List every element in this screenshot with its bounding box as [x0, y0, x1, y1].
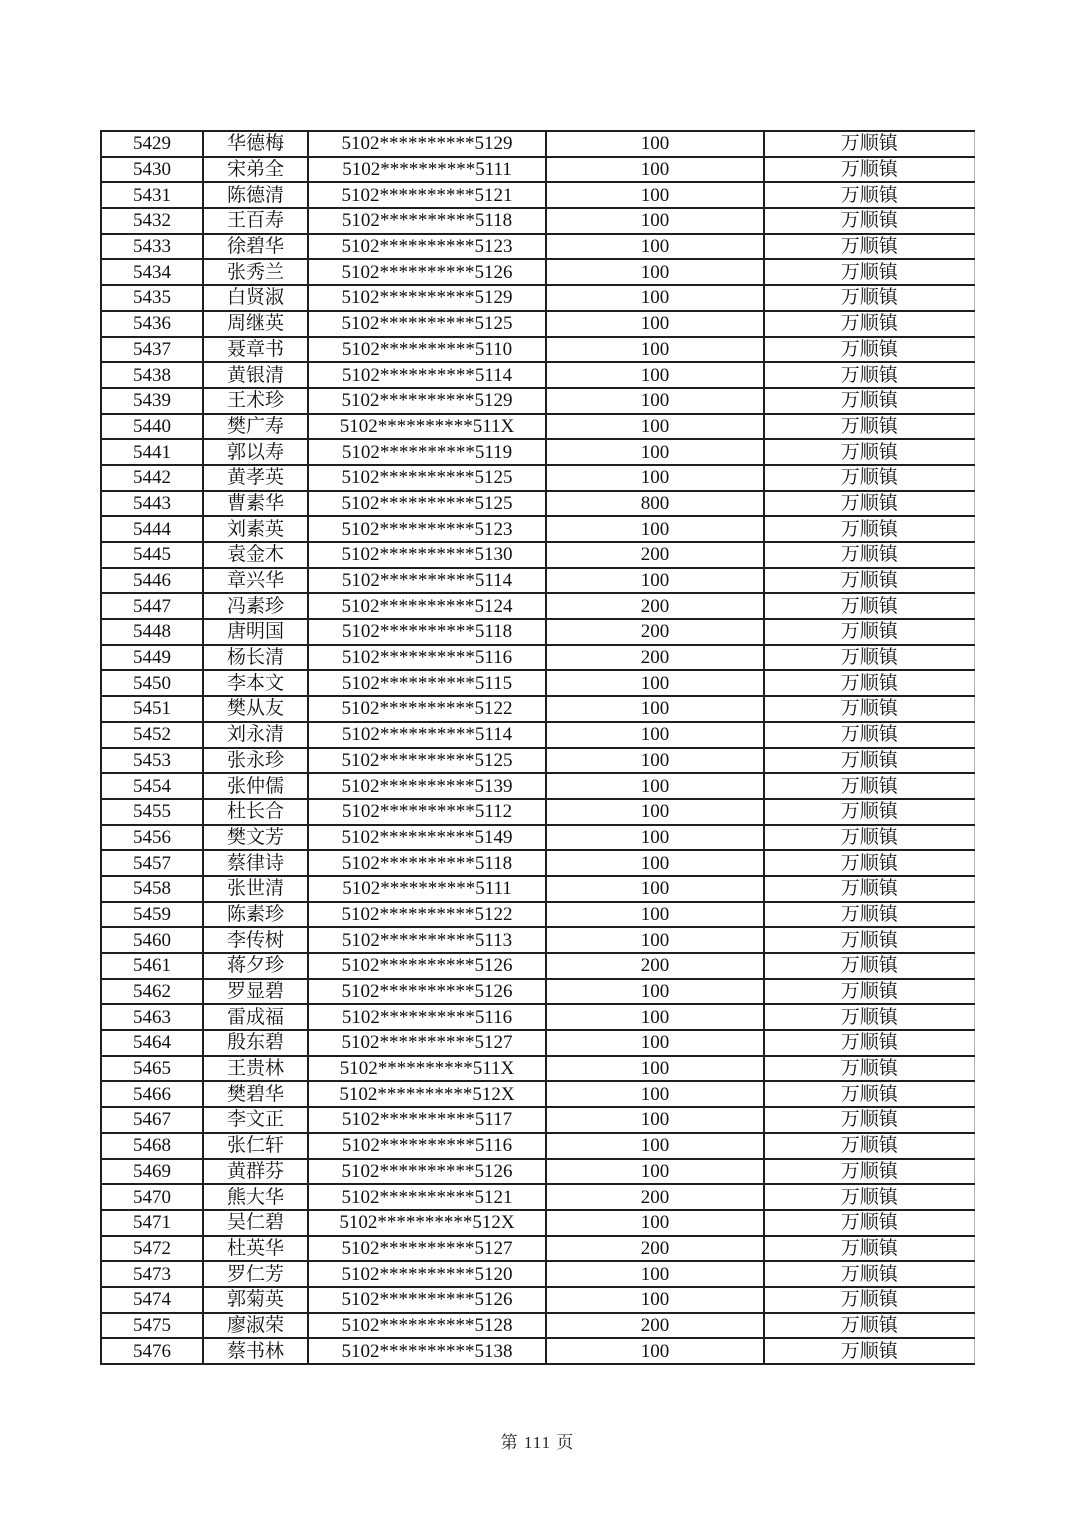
cell-amount: 200: [546, 953, 764, 979]
cell-id-number: 5102**********5110: [308, 337, 546, 363]
cell-id-number: 5102**********5111: [308, 157, 546, 183]
cell-serial: 5450: [101, 670, 203, 696]
cell-town: 万顺镇: [764, 182, 974, 208]
table-row: [101, 1107, 974, 1133]
cell-town: 万顺镇: [764, 619, 974, 645]
table-row: [101, 285, 974, 311]
table-row: [101, 259, 974, 285]
cell-id-number: 5102**********5127: [308, 1236, 546, 1262]
cell-name: 唐明国: [203, 619, 308, 645]
cell-amount: 100: [546, 748, 764, 774]
cell-name: 黄群芬: [203, 1159, 308, 1185]
cell-id-number: 5102**********5113: [308, 927, 546, 953]
table-row: [101, 773, 974, 799]
cell-amount: 100: [546, 157, 764, 183]
cell-town: 万顺镇: [764, 465, 974, 491]
cell-town: 万顺镇: [764, 1338, 974, 1364]
cell-serial: 5434: [101, 259, 203, 285]
cell-serial: 5471: [101, 1210, 203, 1236]
cell-amount: 800: [546, 491, 764, 517]
table-row: [101, 337, 974, 363]
table-row: [101, 1004, 974, 1030]
cell-amount: 100: [546, 1338, 764, 1364]
cell-id-number: 5102**********5118: [308, 850, 546, 876]
table-row: [101, 1133, 974, 1159]
table-row: [101, 645, 974, 671]
cell-amount: 100: [546, 1107, 764, 1133]
cell-serial: 5453: [101, 748, 203, 774]
cell-id-number: 5102**********5121: [308, 1184, 546, 1210]
cell-town: 万顺镇: [764, 131, 974, 157]
table-row: [101, 902, 974, 928]
table-row: [101, 1030, 974, 1056]
table-row: [101, 1056, 974, 1082]
cell-amount: 100: [546, 825, 764, 851]
cell-id-number: 5102**********5129: [308, 131, 546, 157]
table-row: [101, 927, 974, 953]
cell-amount: 100: [546, 311, 764, 337]
cell-amount: 100: [546, 1056, 764, 1082]
cell-amount: 100: [546, 259, 764, 285]
cell-amount: 200: [546, 1313, 764, 1339]
cell-serial: 5447: [101, 593, 203, 619]
cell-town: 万顺镇: [764, 1004, 974, 1030]
cell-town: 万顺镇: [764, 1133, 974, 1159]
cell-serial: 5468: [101, 1133, 203, 1159]
cell-id-number: 5102**********5125: [308, 311, 546, 337]
table-row: [101, 542, 974, 568]
cell-town: 万顺镇: [764, 979, 974, 1005]
cell-id-number: 5102**********5121: [308, 182, 546, 208]
cell-id-number: 5102**********5129: [308, 388, 546, 414]
cell-id-number: 5102**********5128: [308, 1313, 546, 1339]
table-row: [101, 157, 974, 183]
cell-town: 万顺镇: [764, 876, 974, 902]
cell-id-number: 5102**********5124: [308, 593, 546, 619]
cell-amount: 100: [546, 1004, 764, 1030]
table-row: [101, 516, 974, 542]
cell-serial: 5436: [101, 311, 203, 337]
cell-name: 周继英: [203, 311, 308, 337]
table-row: [101, 953, 974, 979]
cell-name: 蒋夕珍: [203, 953, 308, 979]
cell-town: 万顺镇: [764, 1236, 974, 1262]
cell-serial: 5472: [101, 1236, 203, 1262]
cell-town: 万顺镇: [764, 953, 974, 979]
cell-id-number: 5102**********511X: [308, 414, 546, 440]
cell-name: 陈德清: [203, 182, 308, 208]
cell-serial: 5448: [101, 619, 203, 645]
cell-amount: 100: [546, 414, 764, 440]
cell-name: 蔡书林: [203, 1338, 308, 1364]
cell-serial: 5474: [101, 1287, 203, 1313]
cell-id-number: 5102**********5125: [308, 465, 546, 491]
cell-town: 万顺镇: [764, 337, 974, 363]
table-row: [101, 131, 974, 157]
cell-serial: 5440: [101, 414, 203, 440]
cell-name: 罗显碧: [203, 979, 308, 1005]
cell-town: 万顺镇: [764, 516, 974, 542]
cell-amount: 100: [546, 876, 764, 902]
cell-amount: 100: [546, 902, 764, 928]
cell-name: 雷成福: [203, 1004, 308, 1030]
cell-town: 万顺镇: [764, 388, 974, 414]
cell-id-number: 5102**********5116: [308, 1004, 546, 1030]
table-row: [101, 1287, 974, 1313]
cell-name: 刘素英: [203, 516, 308, 542]
cell-town: 万顺镇: [764, 208, 974, 234]
cell-name: 樊文芳: [203, 825, 308, 851]
cell-id-number: 5102**********5126: [308, 1159, 546, 1185]
cell-town: 万顺镇: [764, 696, 974, 722]
cell-town: 万顺镇: [764, 311, 974, 337]
cell-serial: 5452: [101, 722, 203, 748]
cell-amount: 100: [546, 465, 764, 491]
table-row: [101, 825, 974, 851]
cell-serial: 5433: [101, 234, 203, 260]
cell-amount: 100: [546, 850, 764, 876]
cell-serial: 5463: [101, 1004, 203, 1030]
cell-amount: 100: [546, 234, 764, 260]
cell-amount: 200: [546, 593, 764, 619]
table-row: [101, 465, 974, 491]
cell-name: 白贤淑: [203, 285, 308, 311]
cell-id-number: 5102**********5127: [308, 1030, 546, 1056]
cell-name: 李本文: [203, 670, 308, 696]
cell-amount: 200: [546, 1184, 764, 1210]
cell-serial: 5469: [101, 1159, 203, 1185]
table-row: [101, 208, 974, 234]
cell-town: 万顺镇: [764, 1261, 974, 1287]
cell-name: 蔡律诗: [203, 850, 308, 876]
cell-town: 万顺镇: [764, 234, 974, 260]
cell-amount: 200: [546, 542, 764, 568]
cell-town: 万顺镇: [764, 927, 974, 953]
cell-name: 王术珍: [203, 388, 308, 414]
cell-town: 万顺镇: [764, 362, 974, 388]
cell-name: 廖淑荣: [203, 1313, 308, 1339]
cell-amount: 100: [546, 182, 764, 208]
cell-amount: 100: [546, 799, 764, 825]
cell-town: 万顺镇: [764, 1210, 974, 1236]
cell-name: 冯素珍: [203, 593, 308, 619]
cell-name: 曹素华: [203, 491, 308, 517]
page-number-label: 第 111 页: [500, 1433, 575, 1452]
cell-name: 华德梅: [203, 131, 308, 157]
cell-serial: 5442: [101, 465, 203, 491]
cell-name: 宋弟全: [203, 157, 308, 183]
cell-amount: 100: [546, 131, 764, 157]
table-row: [101, 670, 974, 696]
cell-town: 万顺镇: [764, 1081, 974, 1107]
cell-name: 李文正: [203, 1107, 308, 1133]
cell-name: 李传树: [203, 927, 308, 953]
cell-id-number: 5102**********5117: [308, 1107, 546, 1133]
cell-amount: 100: [546, 388, 764, 414]
cell-serial: 5455: [101, 799, 203, 825]
cell-serial: 5476: [101, 1338, 203, 1364]
cell-id-number: 5102**********5123: [308, 234, 546, 260]
cell-amount: 100: [546, 516, 764, 542]
cell-name: 熊大华: [203, 1184, 308, 1210]
table-row: [101, 182, 974, 208]
cell-name: 袁金木: [203, 542, 308, 568]
cell-serial: 5451: [101, 696, 203, 722]
cell-serial: 5454: [101, 773, 203, 799]
cell-serial: 5430: [101, 157, 203, 183]
cell-amount: 100: [546, 1081, 764, 1107]
cell-id-number: 5102**********511X: [308, 1056, 546, 1082]
cell-town: 万顺镇: [764, 157, 974, 183]
cell-town: 万顺镇: [764, 1056, 974, 1082]
cell-town: 万顺镇: [764, 1159, 974, 1185]
cell-amount: 100: [546, 722, 764, 748]
cell-serial: 5429: [101, 131, 203, 157]
table-row: [101, 568, 974, 594]
table-row: [101, 1313, 974, 1339]
cell-serial: 5435: [101, 285, 203, 311]
cell-id-number: 5102**********5126: [308, 979, 546, 1005]
cell-serial: 5459: [101, 902, 203, 928]
cell-town: 万顺镇: [764, 414, 974, 440]
cell-serial: 5458: [101, 876, 203, 902]
cell-town: 万顺镇: [764, 1030, 974, 1056]
table-row: [101, 799, 974, 825]
cell-town: 万顺镇: [764, 285, 974, 311]
cell-amount: 100: [546, 285, 764, 311]
cell-amount: 100: [546, 927, 764, 953]
table-row: [101, 748, 974, 774]
cell-serial: 5446: [101, 568, 203, 594]
cell-id-number: 5102**********5118: [308, 619, 546, 645]
cell-name: 陈素珍: [203, 902, 308, 928]
cell-name: 张秀兰: [203, 259, 308, 285]
cell-town: 万顺镇: [764, 439, 974, 465]
cell-id-number: 5102**********5112: [308, 799, 546, 825]
cell-id-number: 5102**********5119: [308, 439, 546, 465]
cell-id-number: 5102**********5111: [308, 876, 546, 902]
cell-serial: 5466: [101, 1081, 203, 1107]
cell-town: 万顺镇: [764, 1287, 974, 1313]
cell-serial: 5465: [101, 1056, 203, 1082]
table-row: [101, 876, 974, 902]
cell-name: 张永珍: [203, 748, 308, 774]
cell-id-number: 5102**********5114: [308, 362, 546, 388]
cell-amount: 100: [546, 1210, 764, 1236]
cell-serial: 5460: [101, 927, 203, 953]
cell-serial: 5431: [101, 182, 203, 208]
table-row: [101, 1236, 974, 1262]
cell-town: 万顺镇: [764, 773, 974, 799]
table-row: [101, 619, 974, 645]
cell-id-number: 5102**********5122: [308, 696, 546, 722]
table-row: [101, 311, 974, 337]
cell-id-number: 5102**********5126: [308, 259, 546, 285]
cell-serial: 5438: [101, 362, 203, 388]
cell-id-number: 5102**********5129: [308, 285, 546, 311]
cell-serial: 5449: [101, 645, 203, 671]
cell-id-number: 5102**********512X: [308, 1081, 546, 1107]
cell-town: 万顺镇: [764, 748, 974, 774]
cell-serial: 5464: [101, 1030, 203, 1056]
cell-id-number: 5102**********512X: [308, 1210, 546, 1236]
cell-id-number: 5102**********5118: [308, 208, 546, 234]
cell-name: 杨长清: [203, 645, 308, 671]
cell-serial: 5470: [101, 1184, 203, 1210]
table-row: [101, 1081, 974, 1107]
cell-amount: 100: [546, 696, 764, 722]
cell-name: 刘永清: [203, 722, 308, 748]
table-row: [101, 414, 974, 440]
cell-id-number: 5102**********5123: [308, 516, 546, 542]
cell-serial: 5457: [101, 850, 203, 876]
cell-serial: 5439: [101, 388, 203, 414]
cell-town: 万顺镇: [764, 722, 974, 748]
table-row: [101, 234, 974, 260]
cell-name: 张仁轩: [203, 1133, 308, 1159]
cell-name: 张仲儒: [203, 773, 308, 799]
cell-town: 万顺镇: [764, 1313, 974, 1339]
cell-id-number: 5102**********5125: [308, 748, 546, 774]
cell-serial: 5475: [101, 1313, 203, 1339]
cell-amount: 100: [546, 1159, 764, 1185]
cell-name: 王贵林: [203, 1056, 308, 1082]
cell-id-number: 5102**********5125: [308, 491, 546, 517]
table-row: [101, 722, 974, 748]
cell-name: 聂章书: [203, 337, 308, 363]
cell-name: 王百寿: [203, 208, 308, 234]
cell-amount: 100: [546, 208, 764, 234]
cell-town: 万顺镇: [764, 825, 974, 851]
cell-serial: 5432: [101, 208, 203, 234]
cell-id-number: 5102**********5149: [308, 825, 546, 851]
cell-name: 樊碧华: [203, 1081, 308, 1107]
cell-town: 万顺镇: [764, 259, 974, 285]
cell-town: 万顺镇: [764, 568, 974, 594]
cell-amount: 100: [546, 979, 764, 1005]
cell-town: 万顺镇: [764, 799, 974, 825]
cell-serial: 5461: [101, 953, 203, 979]
cell-name: 章兴华: [203, 568, 308, 594]
table-row: [101, 1261, 974, 1287]
cell-name: 黄银清: [203, 362, 308, 388]
cell-id-number: 5102**********5138: [308, 1338, 546, 1364]
cell-serial: 5456: [101, 825, 203, 851]
table-row: [101, 850, 974, 876]
cell-name: 樊广寿: [203, 414, 308, 440]
cell-name: 徐碧华: [203, 234, 308, 260]
page-number-footer: [0, 1428, 1075, 1453]
cell-town: 万顺镇: [764, 491, 974, 517]
table-row: [101, 696, 974, 722]
cell-id-number: 5102**********5116: [308, 1133, 546, 1159]
table-row: [101, 1338, 974, 1364]
cell-id-number: 5102**********5139: [308, 773, 546, 799]
payment-roster-table: [100, 130, 975, 1365]
cell-amount: 100: [546, 439, 764, 465]
cell-serial: 5441: [101, 439, 203, 465]
cell-id-number: 5102**********5130: [308, 542, 546, 568]
cell-name: 杜长合: [203, 799, 308, 825]
table-row: [101, 388, 974, 414]
cell-amount: 200: [546, 619, 764, 645]
cell-amount: 100: [546, 773, 764, 799]
table-row: [101, 1184, 974, 1210]
cell-town: 万顺镇: [764, 593, 974, 619]
cell-id-number: 5102**********5126: [308, 953, 546, 979]
roster-table-body: [101, 131, 974, 1364]
cell-name: 殷东碧: [203, 1030, 308, 1056]
cell-town: 万顺镇: [764, 902, 974, 928]
cell-name: 张世清: [203, 876, 308, 902]
cell-town: 万顺镇: [764, 645, 974, 671]
cell-name: 樊从友: [203, 696, 308, 722]
table-row: [101, 491, 974, 517]
cell-id-number: 5102**********5126: [308, 1287, 546, 1313]
cell-town: 万顺镇: [764, 670, 974, 696]
cell-id-number: 5102**********5114: [308, 722, 546, 748]
cell-serial: 5445: [101, 542, 203, 568]
cell-name: 吴仁碧: [203, 1210, 308, 1236]
cell-amount: 200: [546, 645, 764, 671]
cell-amount: 100: [546, 1030, 764, 1056]
cell-name: 罗仁芳: [203, 1261, 308, 1287]
cell-amount: 200: [546, 1236, 764, 1262]
cell-id-number: 5102**********5115: [308, 670, 546, 696]
table-row: [101, 439, 974, 465]
cell-amount: 100: [546, 670, 764, 696]
table-row: [101, 1210, 974, 1236]
cell-id-number: 5102**********5122: [308, 902, 546, 928]
table-row: [101, 1159, 974, 1185]
cell-amount: 100: [546, 362, 764, 388]
cell-serial: 5462: [101, 979, 203, 1005]
cell-serial: 5444: [101, 516, 203, 542]
table-row: [101, 979, 974, 1005]
cell-serial: 5467: [101, 1107, 203, 1133]
table-row: [101, 593, 974, 619]
cell-amount: 100: [546, 1133, 764, 1159]
cell-town: 万顺镇: [764, 1107, 974, 1133]
cell-amount: 100: [546, 337, 764, 363]
cell-amount: 100: [546, 1287, 764, 1313]
cell-name: 郭菊英: [203, 1287, 308, 1313]
cell-name: 黄孝英: [203, 465, 308, 491]
cell-serial: 5473: [101, 1261, 203, 1287]
cell-serial: 5443: [101, 491, 203, 517]
cell-serial: 5437: [101, 337, 203, 363]
table-row: [101, 362, 974, 388]
cell-town: 万顺镇: [764, 850, 974, 876]
cell-id-number: 5102**********5114: [308, 568, 546, 594]
cell-town: 万顺镇: [764, 542, 974, 568]
cell-amount: 100: [546, 1261, 764, 1287]
cell-amount: 100: [546, 568, 764, 594]
cell-name: 杜英华: [203, 1236, 308, 1262]
cell-name: 郭以寿: [203, 439, 308, 465]
cell-id-number: 5102**********5116: [308, 645, 546, 671]
cell-id-number: 5102**********5120: [308, 1261, 546, 1287]
cell-town: 万顺镇: [764, 1184, 974, 1210]
